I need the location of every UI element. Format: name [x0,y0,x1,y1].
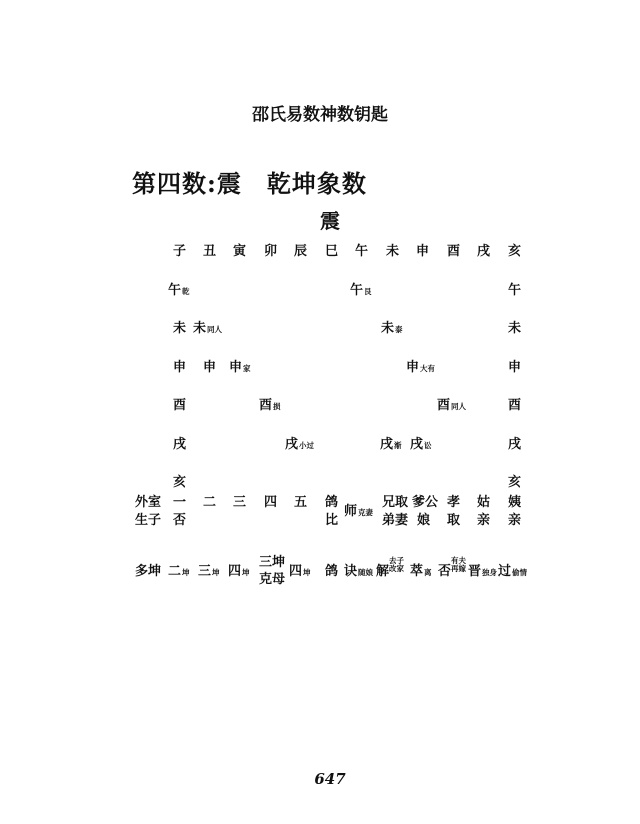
shen-row-a: 申 [203,360,217,375]
section-title: 震 [320,209,340,233]
wei-row-b: 未泰 [381,321,403,336]
shi-clan: 师克妻 [344,504,374,519]
shen-row-b: 申家 [229,360,251,375]
num-one: 一 [173,495,187,510]
branch-si: 巳 [325,244,339,259]
xu-row-right: 戌 [508,437,522,452]
wei-row-right: 未 [508,321,522,336]
branch-hai: 亥 [508,244,522,259]
qu: 取 [447,513,461,528]
yi: 姨 [508,495,522,510]
xu-row-left: 戌 [173,437,187,452]
niang: 娘 [417,513,431,528]
ge-bottom: 鸽 [325,564,339,579]
fou-relation: 否 [173,513,187,528]
branch-you: 酉 [447,244,461,259]
branch-zi: 子 [173,244,187,259]
bi: 比 [325,513,339,528]
you-row-left: 酉 [173,398,187,413]
fou-note: 有夫 再嫁 [451,556,466,573]
guo-tou-qing: 过偷情 [498,564,528,579]
fou-bottom: 否 [438,564,452,579]
branch-chou: 丑 [203,244,217,259]
ge-top: 鸽 [325,495,339,510]
ke-mu-stack-bottom: 克母 [259,572,286,587]
relation-label-bottom: 生子 [135,513,162,528]
wu-row-mid: 午艮 [350,283,372,298]
di-qi: 弟妻 [382,513,409,528]
san-kun: 三坤 [198,564,220,579]
branch-wu: 午 [355,244,369,259]
jue-sui-niang: 诀随娘 [344,564,374,579]
shen-row-c: 申大有 [406,360,436,375]
qin-1: 亲 [477,513,491,528]
shen-row-right: 申 [508,360,522,375]
relation-label-top: 外室 [135,495,162,510]
xiong-qu: 兄取 [382,495,409,510]
chapter-title: 第四数:震 乾坤象数 [132,169,367,198]
hai-row-left: 亥 [173,475,187,490]
xu-row-b: 戌渐 [380,437,402,452]
shen-row-left: 申 [173,360,187,375]
num-three: 三 [233,495,247,510]
running-head: 邵氏易数神数钥匙 [252,105,388,125]
xu-row-a: 戌小过 [285,437,315,452]
jie: 解 [376,564,390,579]
jin-du-shen: 晋独身 [468,564,498,579]
gu: 姑 [477,495,491,510]
xu-row-c: 戌讼 [410,437,432,452]
er-kun: 二坤 [168,564,190,579]
jie-note: 去子 改家 [389,556,404,573]
wu-row-right: 午 [508,283,522,298]
branch-shen: 申 [416,244,430,259]
si-kun: 四坤 [228,564,250,579]
die-gong: 爹公 [412,495,439,510]
cui-li: 萃离 [410,564,432,579]
branch-wei: 未 [386,244,400,259]
page-number: 647 [314,770,346,788]
branch-chen: 辰 [294,244,308,259]
wei-row-left: 未 [173,321,187,336]
wei-row-a: 未同人 [193,321,223,336]
san-kun-stack-top: 三坤 [259,555,286,570]
si-kun-2: 四坤 [289,564,311,579]
qin-2: 亲 [508,513,522,528]
hai-row-right: 亥 [508,475,522,490]
num-two: 二 [203,495,217,510]
wu-row-left: 午乾 [168,283,190,298]
xiao: 孝 [447,495,461,510]
num-four: 四 [264,495,278,510]
branch-xu: 戌 [477,244,491,259]
you-row-a: 酉损 [259,398,281,413]
num-five: 五 [294,495,308,510]
branch-yin: 寅 [233,244,247,259]
you-row-b: 酉同人 [437,398,467,413]
you-row-right: 酉 [508,398,522,413]
duo-kun-label: 多坤 [135,564,162,579]
branch-mao: 卯 [264,244,278,259]
